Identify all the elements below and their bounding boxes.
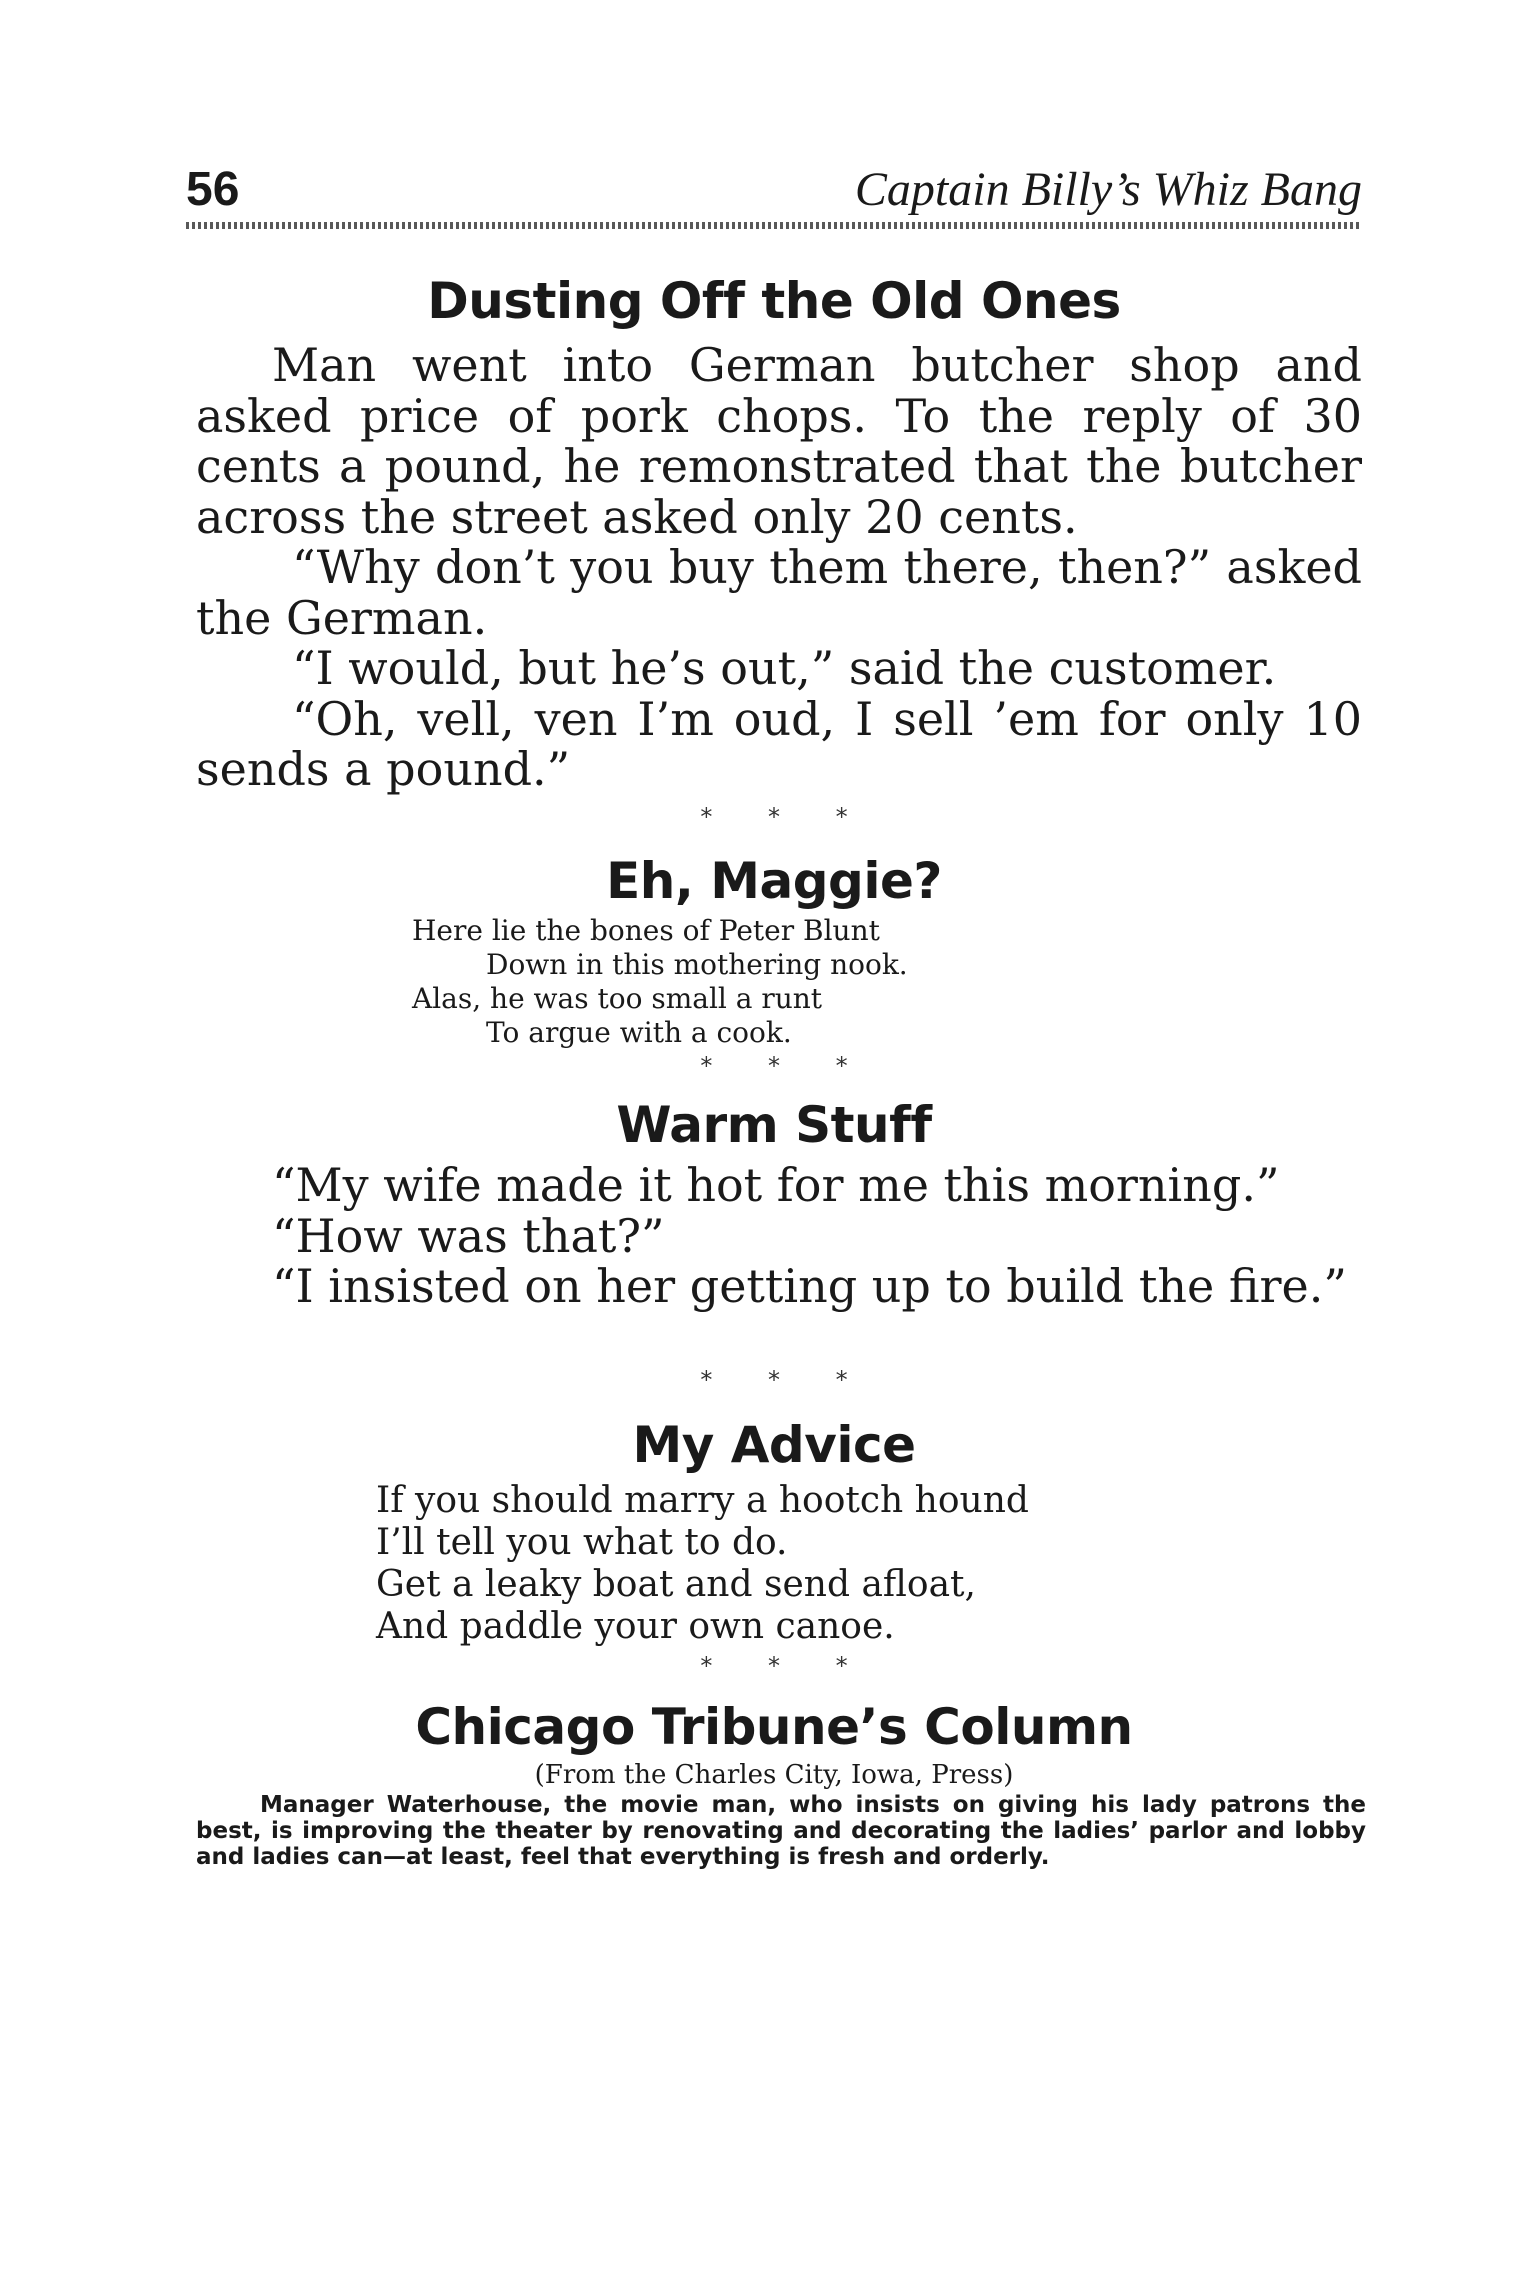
verse-maggie [412,914,908,1050]
news-clipping: Manager Waterhouse, the movie man, who insists on giving his lady patrons the best, is improving the theater by renovating and decorating the ladies’ parlor and lobby and ladies can—at least, feel that everything is fresh and orderly. [196,1792,1366,1870]
section-title-dusting: Dusting Off the Old Ones [427,272,1121,330]
separator: * * * [700,1052,848,1080]
verse-line: And paddle your own canoe. [376,1606,895,1647]
paragraph: “How was that?” [272,1208,665,1263]
source-credit: (From the Charles City, Iowa, Press) [534,1760,1014,1790]
paragraph: “I would, but he’s out,” said the customer. [292,641,1277,695]
verse-line: I’ll tell you what to do. [376,1522,788,1563]
running-title: Captain Billy’s Whiz Bang [854,163,1362,216]
separator: * * * [700,1652,848,1680]
section-body-warm [196,1160,1362,1312]
paragraph: “Oh, vell, ven I’m oud, I sell ’em for only 10 sends a pound.” [196,691,1362,796]
section-title-maggie: Eh, Maggie? [606,852,942,910]
section-title-warm: Warm Stuff [616,1096,932,1154]
verse-line: Get a leaky boat and send afloat, [376,1564,976,1605]
verse-line: Down in this mothering nook. [486,948,908,981]
verse-line: To argue with a cook. [486,1016,792,1049]
verse-line: Alas, he was too small a runt [412,982,823,1015]
header-rule [186,222,1362,229]
page-number: 56 [186,163,240,216]
verse-advice [376,1480,1029,1648]
paragraph: “I insisted on her getting up to build the fire.” [272,1259,1347,1313]
paragraph: “My wife made it hot for me this morning.” [272,1158,1280,1212]
separator: * * * [700,803,848,831]
paragraph: “Why don’t you buy them there, then?” asked the German. [196,540,1362,645]
separator: * * * [700,1366,848,1394]
verse-line: If you should marry a hootch hound [376,1480,1029,1521]
verse-line: Here lie the bones of Peter Blunt [412,914,880,947]
paragraph: Man went into German butcher shop and asked price of pork chops. To the reply of 30 cents a pound, he remonstrated that the butcher across the street asked only 20 cents. [196,338,1362,544]
section-title-tribune: Chicago Tribune’s Column [415,1698,1133,1756]
section-body-dusting [196,340,1362,795]
section-title-advice: My Advice [632,1416,916,1474]
